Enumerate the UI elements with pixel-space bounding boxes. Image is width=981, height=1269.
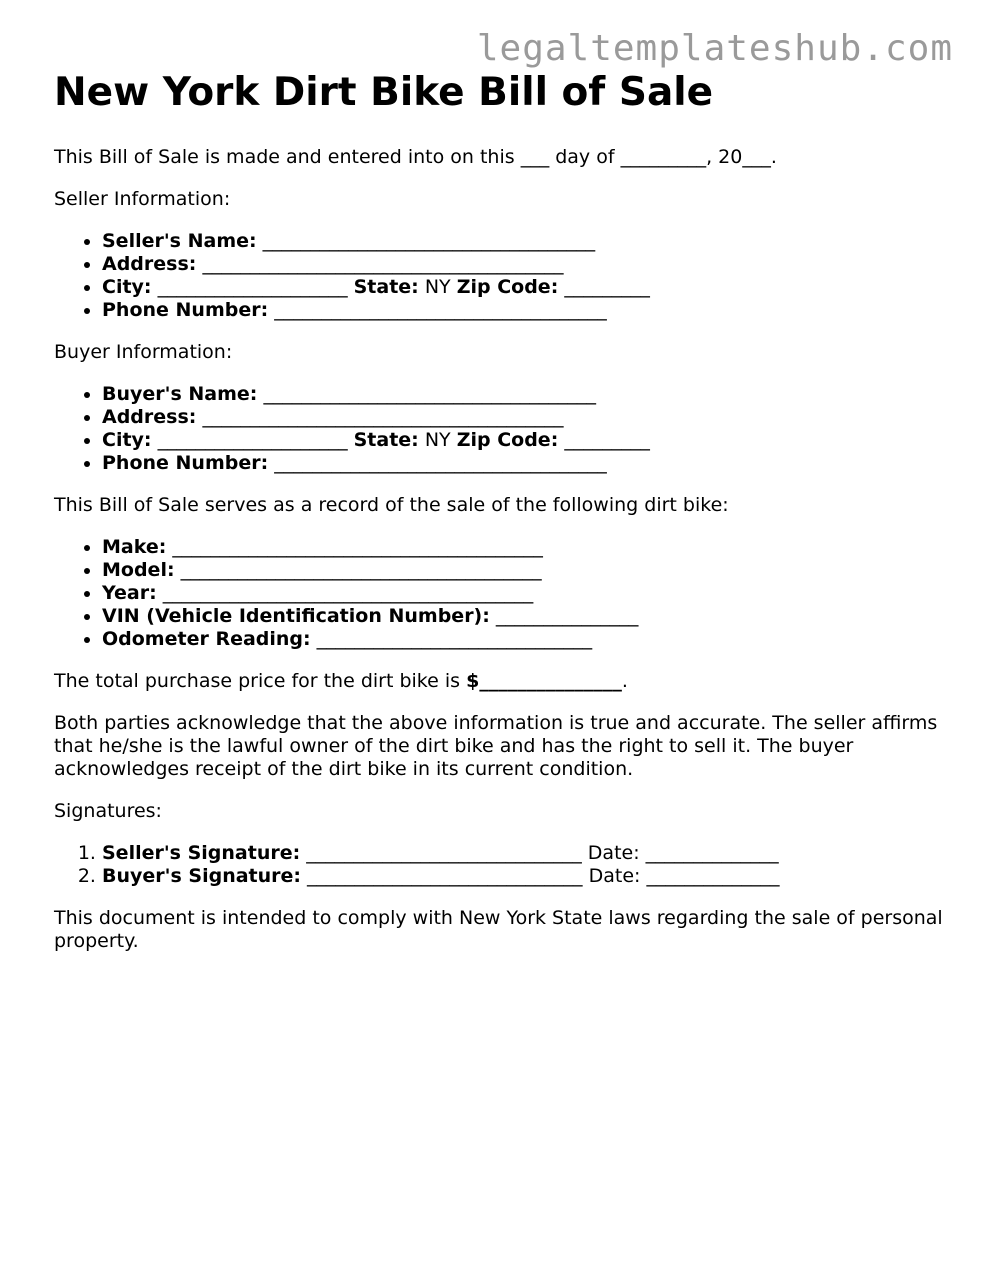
field-value: NY [424, 429, 451, 451]
list-item [102, 559, 944, 582]
date-label: Date: [587, 842, 640, 864]
field-label: Buyer's Name: [102, 383, 258, 405]
signatures-heading: Signatures: [54, 800, 162, 822]
list-item [102, 628, 944, 651]
field-blank: _______________________________________ [172, 536, 543, 558]
field-label: Model: [102, 559, 175, 581]
acknowledgment-paragraph: Both parties acknowledge that the above information is true and accurate. The seller affirms that he/she is the lawful owner of the dirt bike and has the right to sell it. The buyer acknowledges receipt of the dirt bike in its current condition. [54, 712, 938, 780]
field-label: State: [353, 429, 419, 451]
list-item [102, 452, 944, 475]
date-blank: ______________ [645, 842, 779, 864]
buyer-heading: Buyer Information: [54, 341, 233, 363]
date-label: Date: [588, 865, 641, 887]
field-label: Seller's Name: [102, 230, 257, 252]
list-item [102, 253, 944, 276]
list-item [102, 842, 944, 865]
field-blank: _________ [564, 276, 650, 298]
signatures-list [54, 842, 944, 888]
field-label: Zip Code: [456, 429, 559, 451]
field-blank: ____________________ [157, 276, 348, 298]
intro-paragraph: This Bill of Sale is made and entered into on this ___ day of _________, 20___. [54, 146, 777, 168]
list-item [102, 429, 944, 452]
list-item [102, 605, 944, 628]
field-blank: ____________________ [157, 429, 348, 451]
bike-fields-list [54, 536, 944, 651]
field-label: Phone Number: [102, 452, 269, 474]
field-blank: ___________________________________ [274, 452, 607, 474]
field-label: Zip Code: [456, 276, 559, 298]
list-item [102, 582, 944, 605]
signature-blank: _____________________________ [306, 842, 582, 864]
signature-blank: _____________________________ [307, 865, 583, 887]
date-blank: ______________ [646, 865, 780, 887]
signature-label: Buyer's Signature: [102, 865, 301, 887]
field-label: Phone Number: [102, 299, 269, 321]
list-item [102, 299, 944, 322]
bike-intro: This Bill of Sale serves as a record of the sale of the following dirt bike: [54, 494, 729, 516]
field-label: City: [102, 429, 152, 451]
list-item [102, 230, 944, 253]
field-label: Make: [102, 536, 167, 558]
field-label: Address: [102, 406, 197, 428]
field-blank: _____________________________ [316, 628, 593, 650]
field-label: Address: [102, 253, 197, 275]
field-label: Odometer Reading: [102, 628, 311, 650]
field-blank: ______________________________________ [180, 559, 542, 581]
seller-fields-list [54, 230, 944, 322]
list-item [102, 536, 944, 559]
list-item [102, 865, 944, 888]
field-label: City: [102, 276, 152, 298]
field-blank: ___________________________________ [274, 299, 607, 321]
field-label: VIN (Vehicle Identification Number): [102, 605, 490, 627]
field-blank: _______________________________________ [162, 582, 534, 604]
document-body [54, 66, 944, 972]
field-blank: ______________________________________ [202, 253, 564, 275]
list-item [102, 383, 944, 406]
closing-paragraph: This document is intended to comply with New York State laws regarding the sale of personal property. [54, 907, 943, 952]
field-blank: _______________ [495, 605, 639, 627]
field-blank: _________ [564, 429, 650, 451]
field-blank: ___________________________________ [262, 230, 596, 252]
list-item [102, 406, 944, 429]
field-value: NY [424, 276, 451, 298]
watermark: legaltemplateshub.com [476, 28, 953, 69]
buyer-fields-list [54, 383, 944, 475]
field-label: Year: [102, 582, 157, 604]
price-blank: $_______________ [466, 670, 622, 692]
price-end: . [621, 670, 628, 692]
price-text: The total purchase price for the dirt bike is [54, 670, 467, 692]
signature-label: Seller's Signature: [102, 842, 301, 864]
seller-heading: Seller Information: [54, 188, 231, 210]
field-label: State: [353, 276, 419, 298]
price-paragraph [54, 670, 944, 693]
page-title: New York Dirt Bike Bill of Sale [54, 70, 714, 115]
field-blank: ___________________________________ [263, 383, 596, 405]
list-item [102, 276, 944, 299]
field-blank: ______________________________________ [202, 406, 564, 428]
